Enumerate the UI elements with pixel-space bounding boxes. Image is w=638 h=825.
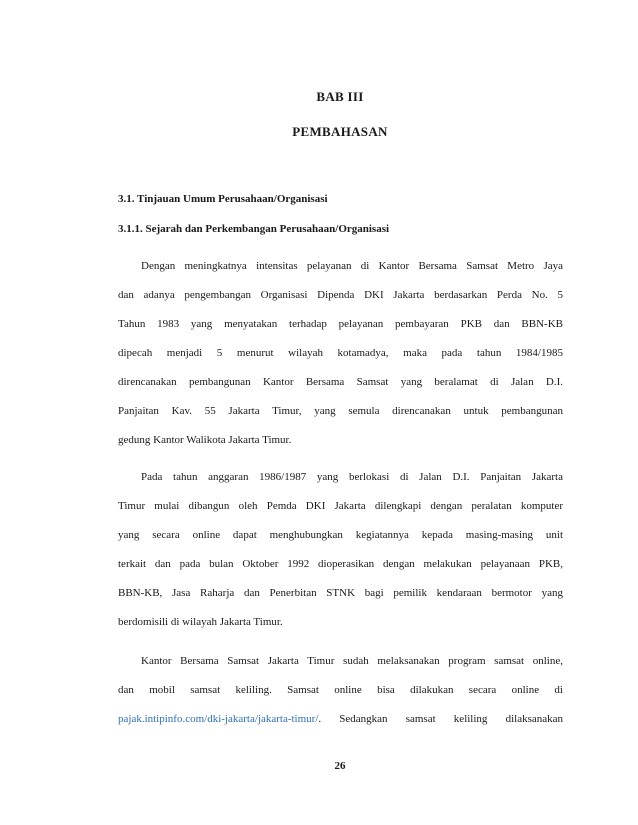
chapter-title: PEMBAHASAN bbox=[292, 124, 388, 139]
paragraph-line: dan adanya pengembangan Organisasi Dipenda DKI Jakarta berdasarkan Perda No. 5 bbox=[118, 289, 563, 301]
paragraph-line: yang secara online dapat menghubungkan kegiatannya kepada masing-masing unit bbox=[118, 529, 563, 541]
paragraph-line: direncanakan pembangunan Kantor Bersama Samsat yang beralamat di Jalan D.I. bbox=[118, 376, 563, 388]
chapter-number: BAB III bbox=[316, 89, 364, 104]
paragraph-line: dan mobil samsat keliling. Samsat online bisa dilakukan secara online di bbox=[118, 684, 563, 696]
paragraph-line: Dengan meningkatnya intensitas pelayanan di Kantor Bersama Samsat Metro Jaya bbox=[141, 260, 563, 272]
paragraph-line: Pada tahun anggaran 1986/1987 yang berlokasi di Jalan D.I. Panjaitan Jakarta bbox=[141, 471, 563, 483]
paragraph-line: berdomisili di wilayah Jakarta Timur. bbox=[118, 616, 283, 628]
paragraph-line: BBN-KB, Jasa Raharja dan Penerbitan STNK bagi pemilik kendaraan bermotor yang bbox=[118, 587, 563, 599]
paragraph-line: Tahun 1983 yang menyatakan terhadap pelayanan pembayaran PKB dan BBN-KB bbox=[118, 318, 563, 330]
website-link[interactable]: pajak.intipinfo.com/dki-jakarta/jakarta-timur/ bbox=[118, 713, 319, 725]
paragraph-line-with-link bbox=[118, 711, 563, 727]
paragraph-line: Kantor Bersama Samsat Jakarta Timur sudah melaksanakan program samsat online, bbox=[141, 655, 563, 667]
paragraph-line: gedung Kantor Walikota Jakarta Timur. bbox=[118, 434, 292, 446]
paragraph-line: Timur mulai dibangun oleh Pemda DKI Jakarta dilengkapi dengan peralatan komputer bbox=[118, 500, 563, 512]
paragraph-line-rest: . Sedangkan samsat keliling dilaksanakan bbox=[318, 713, 563, 725]
paragraph-line: dipecah menjadi 5 menurut wilayah kotamadya, maka pada tahun 1984/1985 bbox=[118, 347, 563, 359]
section-heading: 3.1. Tinjauan Umum Perusahaan/Organisasi bbox=[118, 193, 328, 205]
paragraph-line: Panjaitan Kav. 55 Jakarta Timur, yang semula direncanakan untuk pembangunan bbox=[118, 405, 563, 417]
subsection-heading: 3.1.1. Sejarah dan Perkembangan Perusahaan/Organisasi bbox=[118, 223, 390, 235]
paragraph-line: terkait dan pada bulan Oktober 1992 dioperasikan dengan melakukan pelayanaan PKB, bbox=[118, 558, 563, 570]
page-number: 26 bbox=[334, 760, 346, 772]
